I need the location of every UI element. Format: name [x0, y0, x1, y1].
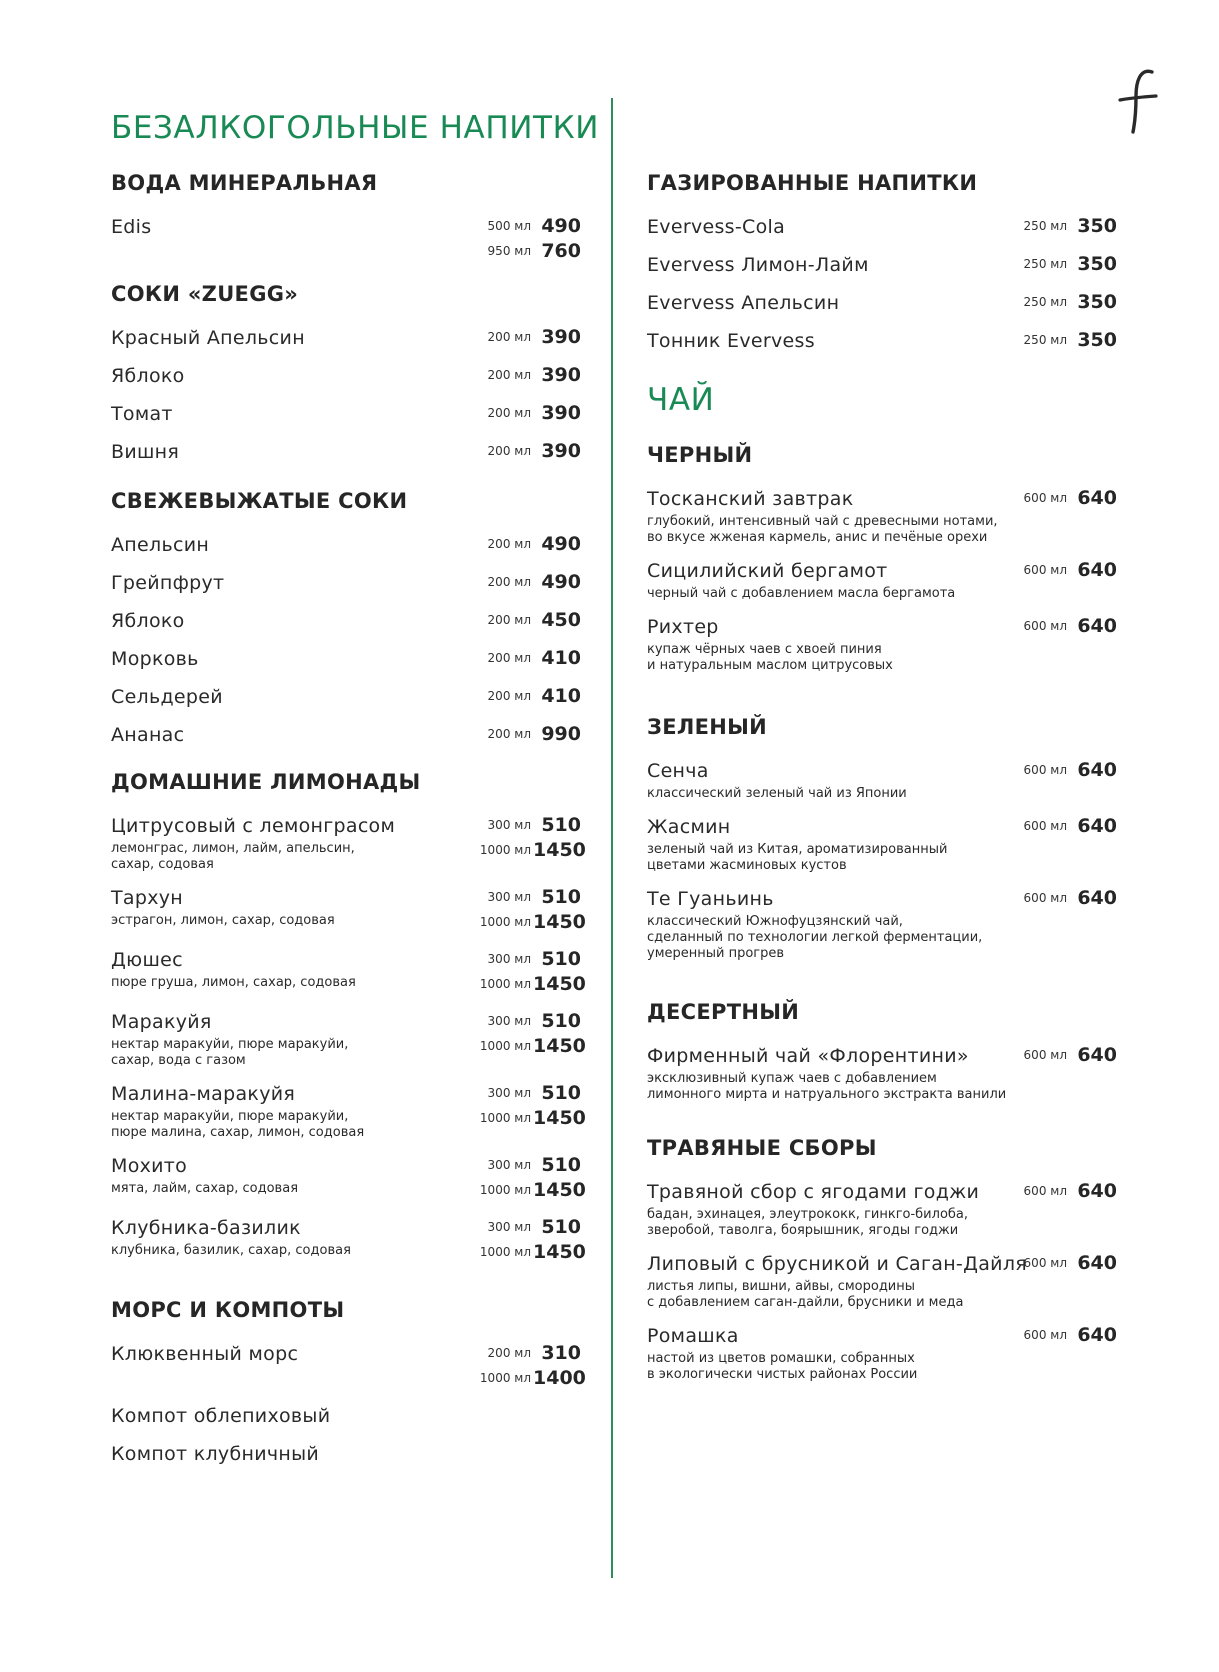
- price-row: [111, 532, 581, 557]
- item-price: 510: [541, 814, 581, 836]
- menu-item: [111, 570, 581, 596]
- item-volume: 600 мл: [1023, 763, 1067, 777]
- menu-item: [111, 947, 586, 997]
- price-row: [647, 814, 1117, 839]
- item-name: Клубника-базилик: [111, 1217, 301, 1239]
- item-price: 640: [1077, 759, 1117, 781]
- item-name: Компот облепиховый: [111, 1405, 331, 1427]
- item-price: 640: [1077, 559, 1117, 581]
- menu-item: [111, 1009, 586, 1069]
- item-volume: 600 мл: [1023, 1256, 1067, 1270]
- description-line: черный чай с добавлением масла бергамота: [647, 586, 956, 601]
- menu-list: [647, 1179, 1117, 1383]
- menu-item: [647, 814, 1117, 874]
- description-line: классический Южнофуцзянский чай,: [647, 914, 903, 929]
- price-row: [111, 325, 581, 350]
- item-volume: 250 мл: [1023, 219, 1067, 233]
- section-title: ЗЕЛЕНЫЙ: [647, 715, 768, 739]
- price-row: [111, 1081, 581, 1106]
- item-volume: 600 мл: [1023, 491, 1067, 505]
- menu-item: [647, 558, 1117, 602]
- item-volume: 250 мл: [1023, 333, 1067, 347]
- section-title: ГАЗИРОВАННЫЕ НАПИТКИ: [647, 171, 978, 195]
- item-volume: 1000 мл: [479, 843, 531, 857]
- item-name: Томат: [111, 403, 173, 425]
- menu-item: [647, 486, 1117, 546]
- item-price: 450: [541, 609, 581, 631]
- item-price: 1450: [533, 1179, 586, 1201]
- item-volume: 200 мл: [487, 727, 531, 741]
- item-price: 640: [1077, 815, 1117, 837]
- description-line: пюре груша, лимон, сахар, содовая: [111, 975, 356, 990]
- item-name: Дюшес: [111, 949, 183, 971]
- item-volume: 600 мл: [1023, 619, 1067, 633]
- section-title: ТРАВЯНЫЕ СБОРЫ: [647, 1136, 877, 1160]
- item-name: Маракуйя: [111, 1011, 212, 1033]
- price-row: [111, 401, 581, 426]
- price-row: [647, 252, 1117, 277]
- item-volume: 200 мл: [487, 330, 531, 344]
- item-price: 990: [541, 723, 581, 745]
- item-price: 510: [541, 886, 581, 908]
- menu-item: [111, 532, 581, 558]
- price-row: [111, 363, 581, 388]
- description-line: умеренный прогрев: [647, 946, 785, 961]
- menu-item: [111, 722, 581, 748]
- price-row: [111, 1034, 586, 1059]
- menu-item: [111, 401, 581, 427]
- item-volume: 200 мл: [487, 537, 531, 551]
- menu-item: [111, 214, 581, 264]
- price-row: [647, 1043, 1117, 1068]
- description-line: зверобой, таволга, боярышник, ягоды годжи: [647, 1223, 959, 1238]
- item-volume: 1000 мл: [479, 1111, 531, 1125]
- menu-item: [647, 1179, 1117, 1239]
- item-name: Фирменный чай «Флорентини»: [647, 1045, 969, 1067]
- menu-item: [111, 813, 586, 873]
- section-title: МОРС И КОМПОТЫ: [111, 1298, 345, 1322]
- item-name: Липовый с брусникой и Саган-Дайля: [647, 1253, 1027, 1275]
- section-mors-compotes: [111, 1295, 586, 1479]
- price-row: [647, 1179, 1117, 1204]
- description-line: мята, лайм, сахар, содовая: [111, 1181, 299, 1196]
- item-name: Сельдерей: [111, 686, 223, 708]
- price-row: [111, 947, 581, 972]
- description-line: сахар, содовая: [111, 857, 214, 872]
- item-price: 640: [1077, 615, 1117, 637]
- item-volume: 200 мл: [487, 406, 531, 420]
- item-name: Цитрусовый с лемонграсом: [111, 815, 396, 837]
- price-row: [111, 684, 581, 709]
- item-description: [647, 1279, 1007, 1311]
- description-line: эксклюзивный купаж чаев с добавлением: [647, 1071, 937, 1086]
- item-volume: 600 мл: [1023, 563, 1067, 577]
- menu-item: [647, 1251, 1117, 1311]
- item-price: 490: [541, 215, 581, 237]
- item-price: 510: [541, 1082, 581, 1104]
- price-row: [111, 885, 581, 910]
- section-title: ЧЕРНЫЙ: [647, 443, 753, 467]
- price-row: [111, 722, 581, 747]
- section-title: СВЕЖЕВЫЖАТЫЕ СОКИ: [111, 489, 408, 513]
- menu-item: [647, 886, 1117, 962]
- price-row: [111, 910, 586, 935]
- menu-list: [647, 486, 1117, 674]
- price-row: [111, 214, 581, 239]
- item-volume: 200 мл: [487, 689, 531, 703]
- item-volume: 1000 мл: [479, 977, 531, 991]
- item-name: Морковь: [111, 648, 199, 670]
- item-volume: 1000 мл: [479, 1245, 531, 1259]
- item-volume: 600 мл: [1023, 1184, 1067, 1198]
- price-row: [111, 1178, 586, 1203]
- item-price: 640: [1077, 1044, 1117, 1066]
- section-lemonades: [111, 767, 586, 1277]
- menu-item: [647, 214, 1117, 240]
- item-volume: 200 мл: [487, 1346, 531, 1360]
- item-price: 1400: [533, 1367, 586, 1389]
- item-volume: 300 мл: [487, 1158, 531, 1172]
- item-name: Яблоко: [111, 365, 185, 387]
- description-line: и натуральным маслом цитрусовых: [647, 658, 893, 673]
- item-volume: 300 мл: [487, 890, 531, 904]
- item-volume: 1000 мл: [479, 1371, 531, 1385]
- item-volume: 200 мл: [487, 444, 531, 458]
- item-volume: 1000 мл: [479, 915, 531, 929]
- item-name: Тархун: [111, 887, 184, 909]
- section-mineral-water: [111, 168, 581, 276]
- item-name: Мохито: [111, 1155, 188, 1177]
- menu-item: [111, 1153, 586, 1203]
- menu-list: [647, 758, 1117, 962]
- item-price: 1450: [533, 973, 586, 995]
- item-price: 350: [1077, 215, 1117, 237]
- section-title: СОКИ «ZUEGG»: [111, 282, 299, 306]
- item-volume: 250 мл: [1023, 295, 1067, 309]
- item-price: 510: [541, 948, 581, 970]
- menu-item: [647, 290, 1117, 316]
- section-green-tea: [647, 712, 1117, 974]
- menu-item: [111, 646, 581, 672]
- item-description: [647, 914, 1007, 962]
- item-price: 760: [541, 240, 581, 262]
- menu-item: [647, 252, 1117, 278]
- menu-list: [647, 1043, 1117, 1103]
- price-row: [111, 1106, 586, 1131]
- item-name: Вишня: [111, 441, 180, 463]
- menu-list: [111, 325, 581, 465]
- item-price: 640: [1077, 1180, 1117, 1202]
- menu-item: [111, 608, 581, 634]
- item-price: 640: [1077, 1324, 1117, 1346]
- menu-list: [111, 532, 581, 748]
- menu-item: [111, 684, 581, 710]
- price-row: [647, 328, 1117, 353]
- menu-item: [111, 1081, 586, 1141]
- item-price: 410: [541, 647, 581, 669]
- menu-item: [111, 1403, 581, 1429]
- price-row: [111, 239, 581, 264]
- item-name: Сицилийский бергамот: [647, 560, 888, 582]
- item-name: Evervess Апельсин: [647, 292, 840, 314]
- page-title: БЕЗАЛКОГОЛЬНЫЕ НАПИТКИ: [111, 110, 599, 146]
- item-volume: 1000 мл: [479, 1183, 531, 1197]
- item-price: 390: [541, 402, 581, 424]
- item-name: Тонник Evervess: [647, 330, 815, 352]
- item-name: Компот клубничный: [111, 1443, 320, 1465]
- item-volume: 300 мл: [487, 1086, 531, 1100]
- price-row: [111, 972, 586, 997]
- price-row: [647, 214, 1117, 239]
- price-row: [111, 1215, 581, 1240]
- item-name: Жасмин: [647, 816, 731, 838]
- column-divider: [611, 98, 613, 1578]
- description-line: настой из цветов ромашки, собранных: [647, 1351, 915, 1366]
- item-volume: 600 мл: [1023, 1048, 1067, 1062]
- menu-list: [111, 813, 586, 1265]
- price-row: [111, 1240, 586, 1265]
- item-description: [647, 842, 1007, 874]
- menu-item: [111, 1215, 586, 1265]
- item-name: Ромашка: [647, 1325, 739, 1347]
- description-line: в экологически чистых районах России: [647, 1367, 918, 1382]
- item-price: 640: [1077, 887, 1117, 909]
- description-line: классический зеленый чай из Японии: [647, 786, 907, 801]
- menu-list: [647, 214, 1117, 354]
- item-description: [647, 642, 1007, 674]
- menu-item: [111, 325, 581, 351]
- item-name: Ананас: [111, 724, 185, 746]
- menu-item: [647, 614, 1117, 674]
- description-line: лимонного мирта и натруального экстракта ванили: [647, 1087, 1007, 1102]
- item-price: 490: [541, 571, 581, 593]
- price-row: [647, 758, 1117, 783]
- description-line: бадан, эхинацея, элеутрококк, гинкго-билоба,: [647, 1207, 969, 1222]
- price-row: [111, 646, 581, 671]
- description-line: цветами жасминовых кустов: [647, 858, 847, 873]
- item-volume: 300 мл: [487, 952, 531, 966]
- item-price: 510: [541, 1010, 581, 1032]
- price-row: [111, 1341, 581, 1366]
- menu-list: [111, 214, 581, 264]
- item-name: Сенча: [647, 760, 709, 782]
- item-price: 640: [1077, 487, 1117, 509]
- item-volume: 1000 мл: [479, 1039, 531, 1053]
- item-volume: 300 мл: [487, 818, 531, 832]
- description-line: во вкусе жженая кармель, анис и печёные орехи: [647, 530, 988, 545]
- price-row: [647, 1251, 1117, 1276]
- item-name: Красный Апельсин: [111, 327, 305, 349]
- section-fresh-juices: [111, 486, 581, 760]
- description-line: клубника, базилик, сахар, содовая: [111, 1243, 351, 1258]
- item-price: 310: [541, 1342, 581, 1364]
- item-name: Яблоко: [111, 610, 185, 632]
- price-row: [647, 886, 1117, 911]
- item-name: Апельсин: [111, 534, 210, 556]
- item-volume: 200 мл: [487, 575, 531, 589]
- price-row: [111, 570, 581, 595]
- description-line: нектар маракуйи, пюре маракуйи,: [111, 1037, 349, 1052]
- item-description: [647, 1351, 1007, 1383]
- item-price: 390: [541, 364, 581, 386]
- item-price: 350: [1077, 253, 1117, 275]
- item-description: [647, 786, 1007, 802]
- item-name: Малина-маракуйя: [111, 1083, 296, 1105]
- menu-item: [111, 885, 586, 935]
- item-volume: 300 мл: [487, 1014, 531, 1028]
- price-row: [647, 290, 1117, 315]
- item-name: Edis: [111, 216, 152, 238]
- item-name: Evervess-Cola: [647, 216, 786, 238]
- item-description: [647, 514, 1007, 546]
- section-dessert-tea: [647, 997, 1117, 1115]
- item-price: 410: [541, 685, 581, 707]
- item-volume: 200 мл: [487, 368, 531, 382]
- description-line: с добавлением саган-дайли, брусники и меда: [647, 1295, 964, 1310]
- item-price: 1450: [533, 911, 586, 933]
- section-title: ВОДА МИНЕРАЛЬНАЯ: [111, 171, 378, 195]
- section-soda: [647, 168, 1117, 366]
- item-price: 510: [541, 1154, 581, 1176]
- menu-list: [111, 1341, 586, 1467]
- description-line: эстрагон, лимон, сахар, содовая: [111, 913, 335, 928]
- section-black-tea: [647, 440, 1117, 686]
- tea-title: ЧАЙ: [647, 382, 715, 418]
- section-zuegg-juices: [111, 279, 581, 477]
- item-description: [647, 1071, 1007, 1103]
- item-name: Evervess Лимон-Лайм: [647, 254, 869, 276]
- item-name: Клюквенный морс: [111, 1343, 299, 1365]
- item-volume: 600 мл: [1023, 819, 1067, 833]
- description-line: купаж чёрных чаев с хвоей пиния: [647, 642, 882, 657]
- description-line: листья липы, вишни, айвы, смородины: [647, 1279, 916, 1294]
- item-volume: 600 мл: [1023, 1328, 1067, 1342]
- price-row: [647, 558, 1117, 583]
- menu-item: [647, 758, 1117, 802]
- menu-item: [647, 1323, 1117, 1383]
- item-price: 490: [541, 533, 581, 555]
- item-price: 1450: [533, 839, 586, 861]
- item-name: Те Гуаньинь: [647, 888, 774, 910]
- price-row: [111, 1153, 581, 1178]
- item-volume: 950 мл: [487, 244, 531, 258]
- price-row: [111, 1009, 581, 1034]
- item-description: [647, 586, 1007, 602]
- item-volume: 500 мл: [487, 219, 531, 233]
- price-row: [111, 813, 581, 838]
- menu-item: [111, 363, 581, 389]
- price-row: [111, 608, 581, 633]
- item-price: 350: [1077, 329, 1117, 351]
- menu-item: [111, 439, 581, 465]
- section-title: ДОМАШНИЕ ЛИМОНАДЫ: [111, 770, 421, 794]
- item-price: 510: [541, 1216, 581, 1238]
- item-volume: 600 мл: [1023, 891, 1067, 905]
- item-name: Тосканский завтрак: [647, 488, 854, 510]
- description-line: зеленый чай из Китая, ароматизированный: [647, 842, 948, 857]
- menu-item: [647, 1043, 1117, 1103]
- item-name: Рихтер: [647, 616, 719, 638]
- item-price: 390: [541, 326, 581, 348]
- price-row: [111, 439, 581, 464]
- item-price: 1450: [533, 1035, 586, 1057]
- description-line: сделанный по технологии легкой ферментации,: [647, 930, 983, 945]
- menu-item: [111, 1441, 581, 1467]
- price-row: [647, 486, 1117, 511]
- description-line: нектар маракуйи, пюре маракуйи,: [111, 1109, 349, 1124]
- description-line: глубокий, интенсивный чай с древесными нотами,: [647, 514, 998, 529]
- item-volume: 200 мл: [487, 651, 531, 665]
- description-line: пюре малина, сахар, лимон, содовая: [111, 1125, 365, 1140]
- description-line: лемонграс, лимон, лайм, апельсин,: [111, 841, 355, 856]
- item-price: 1450: [533, 1241, 586, 1263]
- section-herbal-tea: [647, 1133, 1117, 1395]
- menu-item: [647, 328, 1117, 354]
- price-row: [111, 838, 586, 863]
- price-row: [111, 1366, 586, 1391]
- item-price: 640: [1077, 1252, 1117, 1274]
- item-volume: 250 мл: [1023, 257, 1067, 271]
- item-volume: 300 мл: [487, 1220, 531, 1234]
- item-name: Грейпфрут: [111, 572, 225, 594]
- item-description: [647, 1207, 1007, 1239]
- description-line: сахар, вода с газом: [111, 1053, 246, 1068]
- item-price: 350: [1077, 291, 1117, 313]
- item-price: 1450: [533, 1107, 586, 1129]
- brand-logo-icon: [1118, 66, 1162, 140]
- price-row: [647, 614, 1117, 639]
- item-volume: 200 мл: [487, 613, 531, 627]
- item-price: 390: [541, 440, 581, 462]
- section-title: ДЕСЕРТНЫЙ: [647, 1000, 800, 1024]
- price-row: [647, 1323, 1117, 1348]
- item-name: Травяной сбор с ягодами годжи: [647, 1181, 980, 1203]
- menu-item: [111, 1341, 586, 1391]
